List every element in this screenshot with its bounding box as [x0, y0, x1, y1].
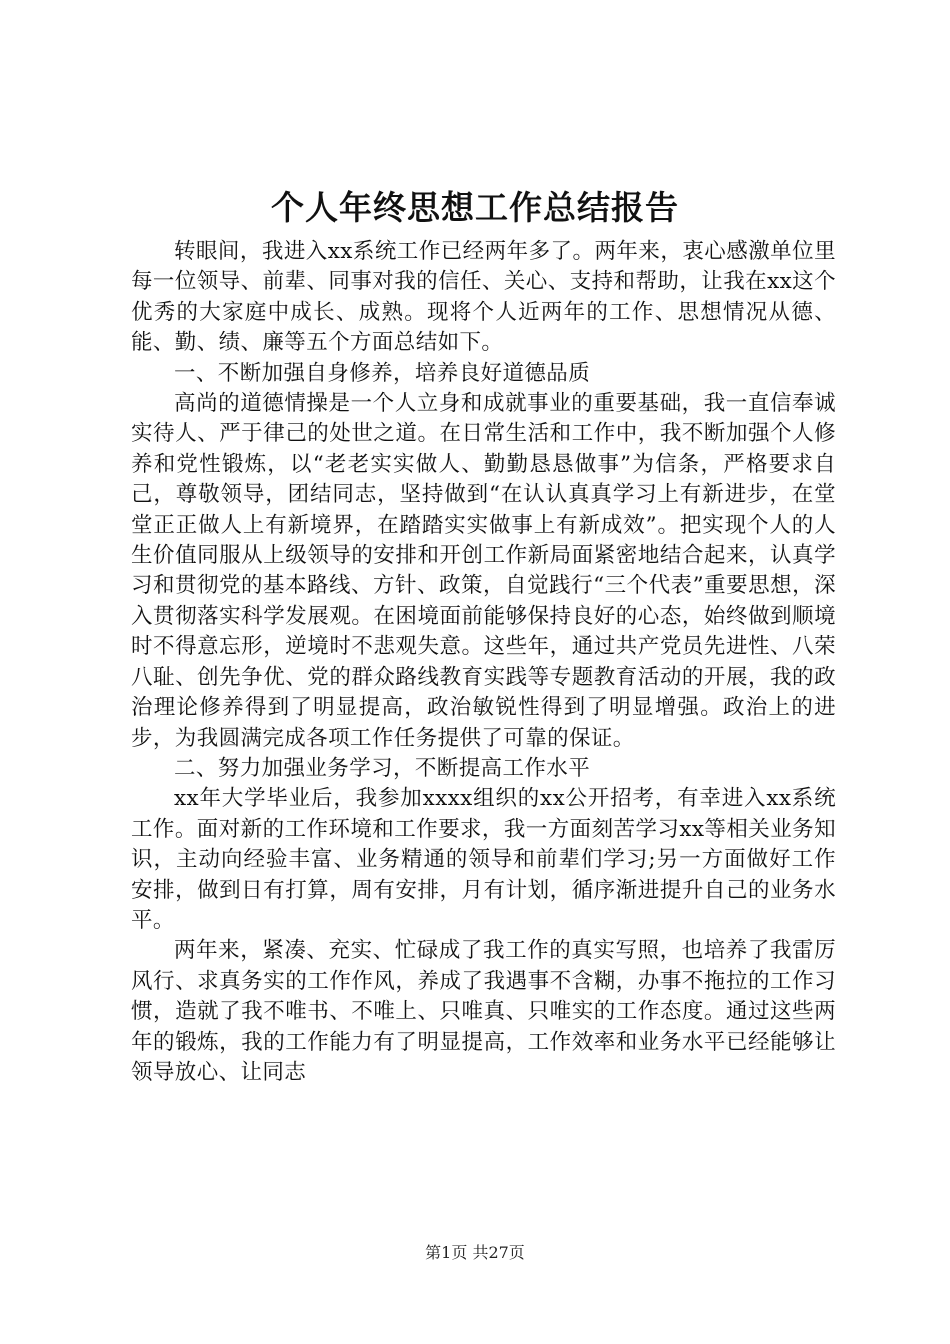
- document-body: [131, 237, 836, 1088]
- section-2-paragraph-2: 两年来，紧凑、充实、忙碌成了我工作的真实写照，也培养了我雷厉风行、求真务实的工作作风，养成了我遇事不含糊，办事不拖拉的工作习惯，造就了我不唯书、不唯上、只唯真、只唯实的工作态度。通过这些两年的锻炼，我的工作能力有了明显提高，工作效率和业务水平已经能够让领导放心、让同志: [131, 938, 836, 1085]
- section-heading-1: 一、不断加强自身修养，培养良好道德品质: [174, 360, 591, 386]
- section-1-paragraph: 高尚的道德情操是一个人立身和成就事业的重要基础，我一直信奉诚实待人、严于律己的处世之道。在日常生活和工作中，我不断加强个人修养和党性锻炼，以“老老实实做人、勤勤恳恳做事”为信条，严格要求自己，尊敬领导，团结同志，坚持做到“在认认真真学习上有新进步，在堂堂正正做人上有新境界，在踏踏实实做事上有新成效”。把实现个人的人生价值同服从上级领导的安排和开创工作新局面紧密地结合起来，认真学习和贯彻党的基本路线、方针、政策，自觉践行“三个代表”重要思想，深入贯彻落实科学发展观。在困境面前能够保持良好的心态，始终做到顺境时不得意忘形，逆境时不悲观失意。这些年，通过共产党员先进性、八荣八耻、创先争优、党的群众路线教育实践等专题教育活动的开展，我的政治理论修养得到了明显提高，政治敏锐性得到了明显增强。政治上的进步，为我圆满完成各项工作任务提供了可靠的保证。: [131, 391, 836, 751]
- section-2-paragraph-1: xx年大学毕业后，我参加xxxx组织的xx公开招考，有幸进入xx系统工作。面对新的工作环境和工作要求，我一方面刻苦学习xx等相关业务知识，主动向经验丰富、业务精通的领导和前辈们学习;另一方面做好工作安排，做到日有打算，周有安排，月有计划，循序渐进提升自己的业务水平。: [131, 786, 836, 933]
- page-number-footer: 第1页 共27页: [425, 1243, 525, 1262]
- document-title: 个人年终思想工作总结报告: [271, 188, 679, 227]
- intro-paragraph: 转眼间，我进入xx系统工作已经两年多了。两年来，衷心感激单位里每一位领导、前辈、同事对我的信任、关心、支持和帮助，让我在xx这个优秀的大家庭中成长、成熟。现将个人近两年的工作、思想情况从德、能、勤、绩、廉等五个方面总结如下。: [131, 239, 836, 356]
- section-heading-2: 二、努力加强业务学习，不断提高工作水平: [174, 755, 591, 781]
